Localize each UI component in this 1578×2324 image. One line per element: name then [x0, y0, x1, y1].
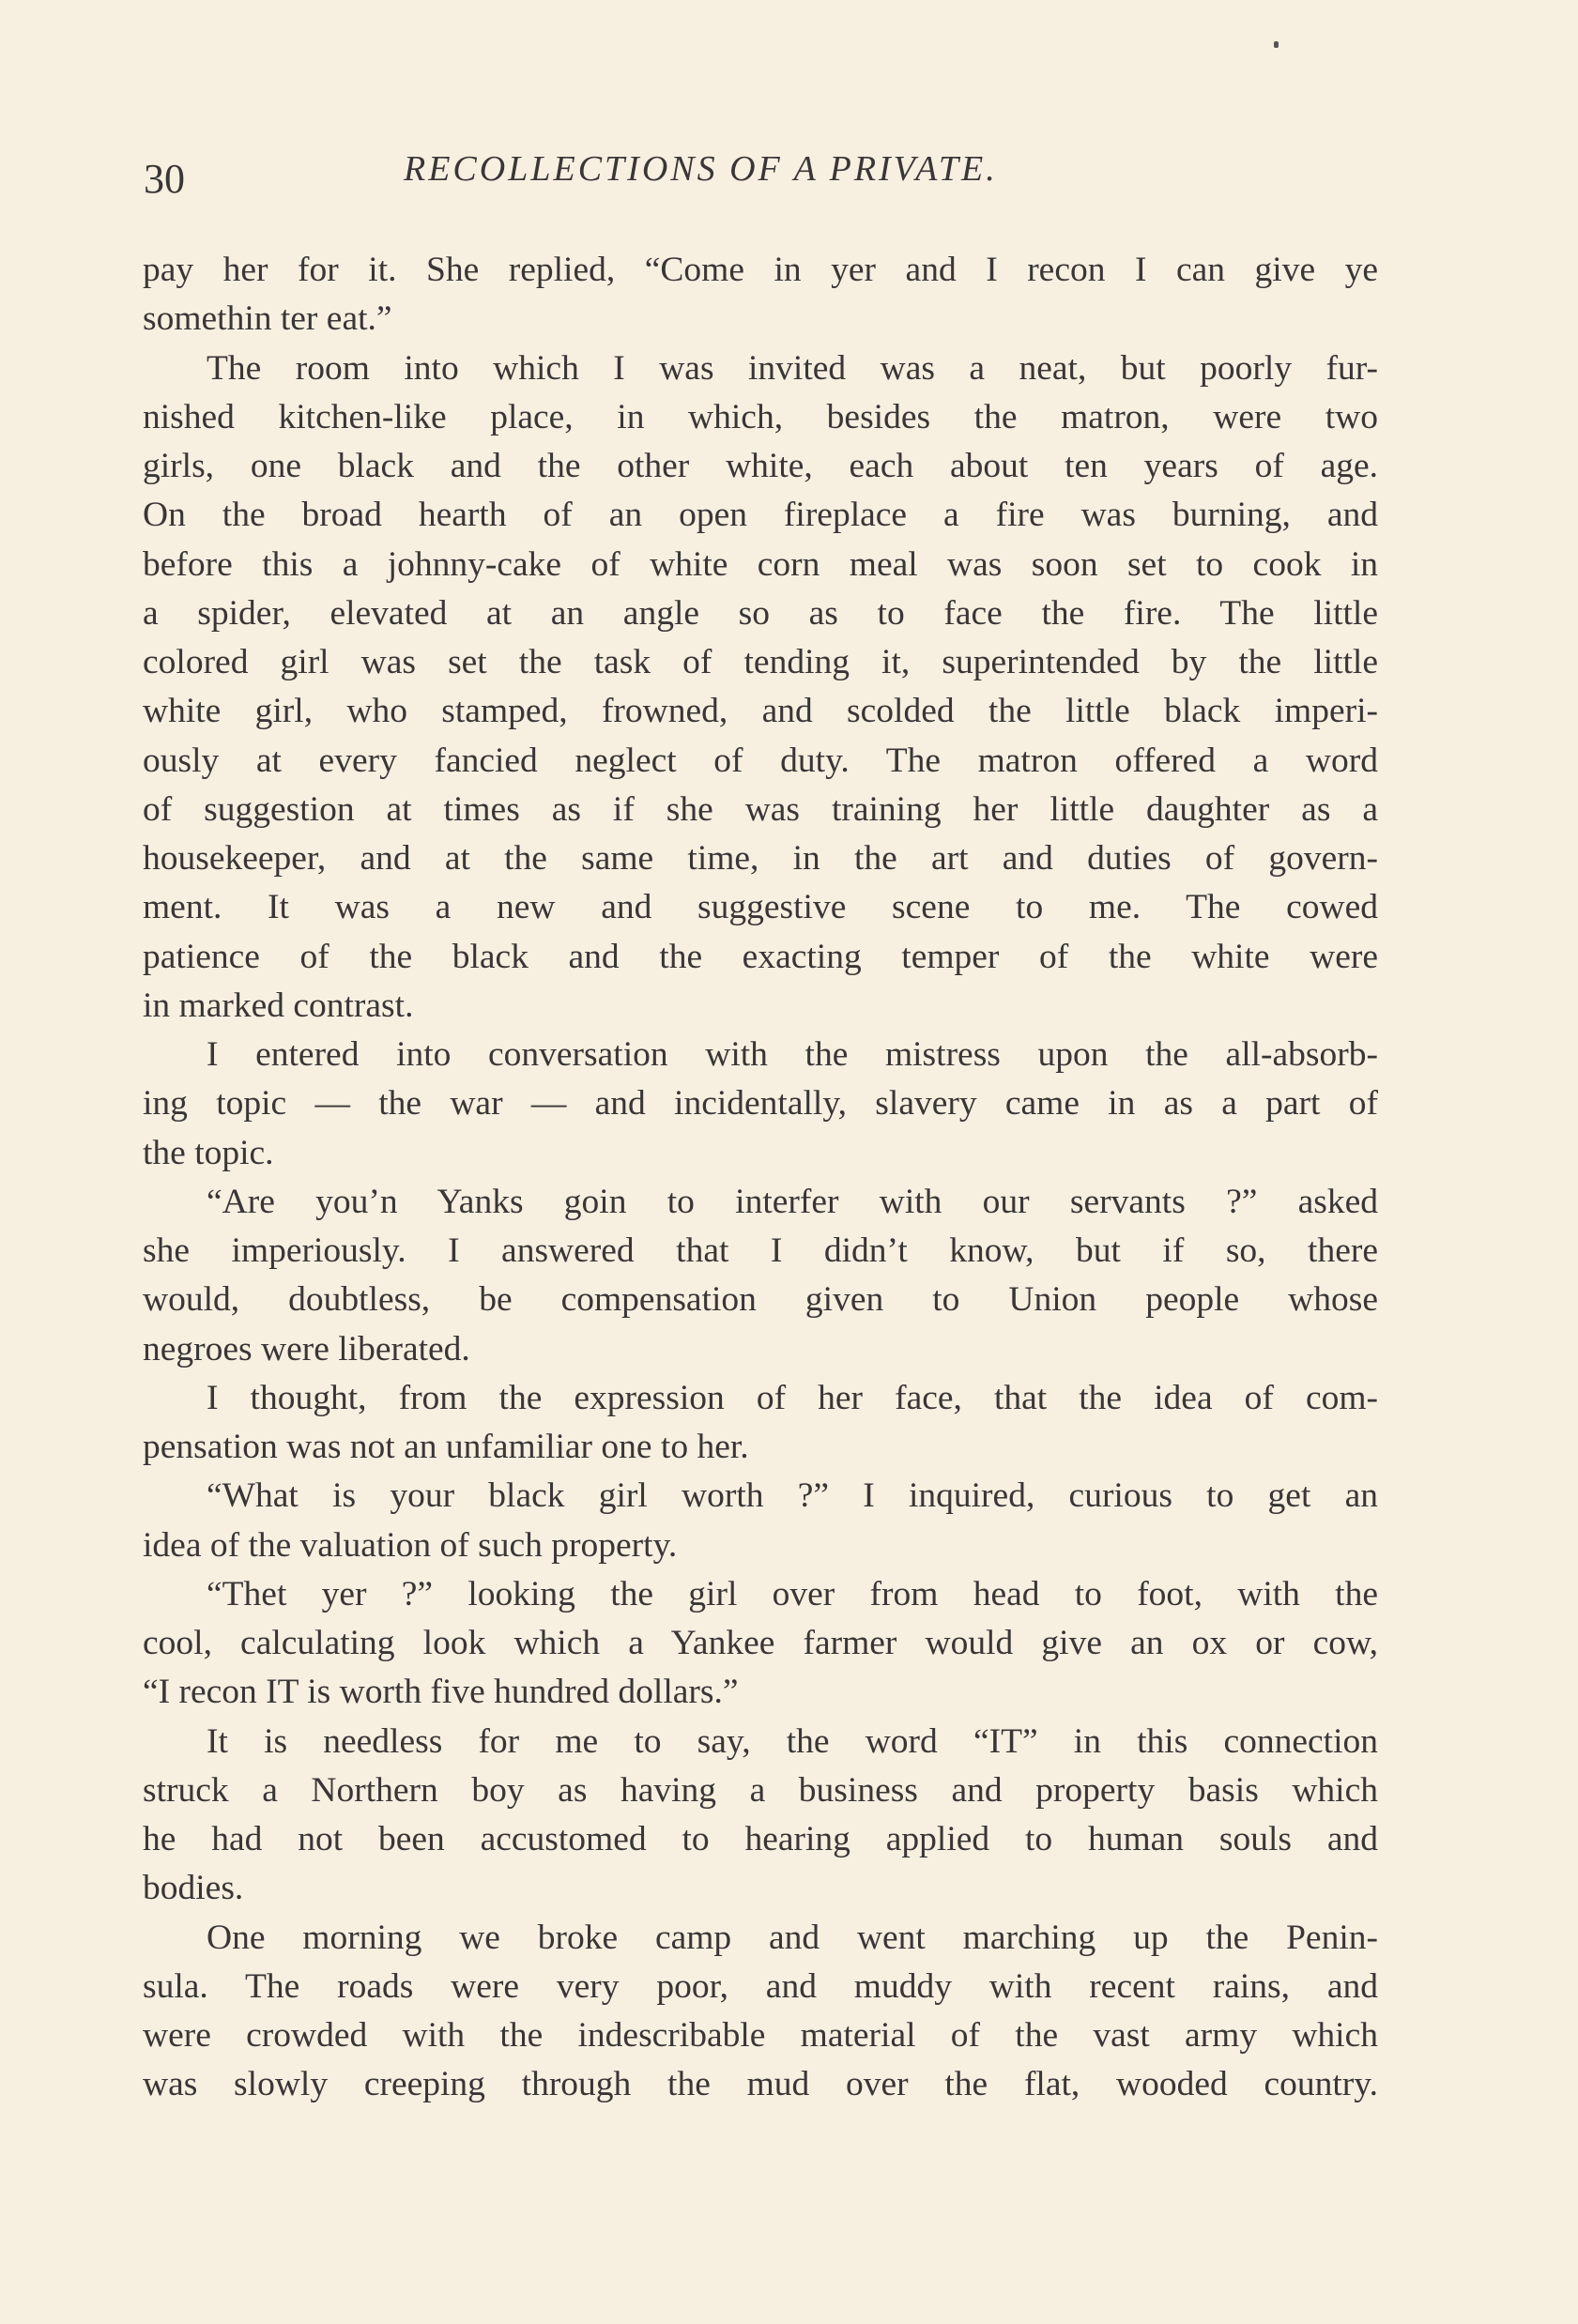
text-line: girls, one black and the other white, each about ten years of age. [143, 447, 1378, 485]
text-line: nished kitchen-like place, in which, besides the matron, were two [143, 397, 1378, 436]
text-line: sula. The roads were very poor, and muddy with recent rains, and [143, 1966, 1378, 2006]
text-line: “What is your black girl worth ?” I inquired, curious to get an [207, 1476, 1378, 1516]
text-line: idea of the valuation of such property. [143, 1525, 678, 1565]
text-line: pensation was not an unfamiliar one to her. [143, 1428, 749, 1466]
text-line: the topic. [143, 1133, 274, 1172]
text-line: were crowded with the indescribable material of the vast army which [143, 2016, 1378, 2055]
text-line: ing topic — the war — and incidentally, slavery came in as a part of [143, 1084, 1378, 1124]
text-line: It is needless for me to say, the word “IT” in this connection [207, 1721, 1378, 1761]
text-line: “Thet yer ?” looking the girl over from head to foot, with the [207, 1574, 1378, 1613]
paragraph [143, 1570, 1378, 1718]
text-line: ously at every fancied neglect of duty. The matron offered a word [143, 741, 1378, 780]
ink-speck [1274, 41, 1279, 48]
text-line: negroes were liberated. [143, 1329, 470, 1368]
paragraph [143, 344, 1378, 1032]
text-line: before this a johnny-cake of white corn meal was soon set to cook in [143, 544, 1378, 584]
text-line: he had not been accustomed to hearing applied to human souls and [143, 1820, 1378, 1858]
text-line: housekeeper, and at the same time, in the art and duties of govern- [143, 839, 1378, 878]
text-line: somethin ter eat.” [143, 299, 392, 339]
text-line: One morning we broke camp and went marching up the Penin- [207, 1918, 1378, 1957]
text-line: The room into which I was invited was a neat, but poorly fur- [207, 348, 1378, 388]
text-line: she imperiously. I answered that I didn’t know, but if so, there [143, 1231, 1378, 1270]
body-text [143, 246, 1378, 2110]
paragraph [143, 1914, 1378, 2110]
running-title: RECOLLECTIONS OF A PRIVATE. [404, 149, 998, 189]
page-number: 30 [144, 156, 185, 202]
text-line: cool, calculating look which a Yankee farmer would give an ox or cow, [143, 1624, 1378, 1662]
text-line: patience of the black and the exacting temper of the white were [143, 937, 1378, 976]
text-line: would, doubtless, be compensation given to Union people whose [143, 1280, 1378, 1320]
text-line: of suggestion at times as if she was training her little daughter as a [143, 789, 1378, 829]
paragraph [143, 1374, 1378, 1473]
paragraph [143, 1031, 1378, 1178]
text-line: in marked contrast. [143, 986, 414, 1025]
text-line: pay her for it. She replied, “Come in yer and I recon I can give ye [143, 251, 1378, 289]
text-line: struck a Northern boy as having a business and property basis which [143, 1770, 1378, 1810]
text-line: “I recon IT is worth five hundred dollars.” [143, 1673, 739, 1712]
text-line: white girl, who stamped, frowned, and scolded the little black imperi- [143, 692, 1378, 731]
paragraph [143, 1472, 1378, 1570]
paragraph [143, 1718, 1378, 1914]
text-line: a spider, elevated at an angle so as to face the fire. The little [143, 593, 1378, 633]
text-line: ment. It was a new and suggestive scene to me. The cowed [143, 888, 1378, 927]
text-line: I entered into conversation with the mistress upon the all-absorb- [207, 1035, 1378, 1074]
text-line: colored girl was set the task of tending it, superintended by the little [143, 643, 1378, 681]
text-line: I thought, from the expression of her face, that the idea of com- [207, 1378, 1378, 1417]
text-line: was slowly creeping through the mud over the flat, wooded country. [143, 2065, 1378, 2104]
text-line: “Are you’n Yanks goin to interfer with our servants ?” asked [207, 1182, 1378, 1221]
paragraph [143, 1178, 1378, 1374]
text-line: On the broad hearth of an open fireplace a fire was burning, and [143, 496, 1378, 535]
paragraph [143, 246, 1378, 344]
text-line: bodies. [143, 1869, 244, 1908]
